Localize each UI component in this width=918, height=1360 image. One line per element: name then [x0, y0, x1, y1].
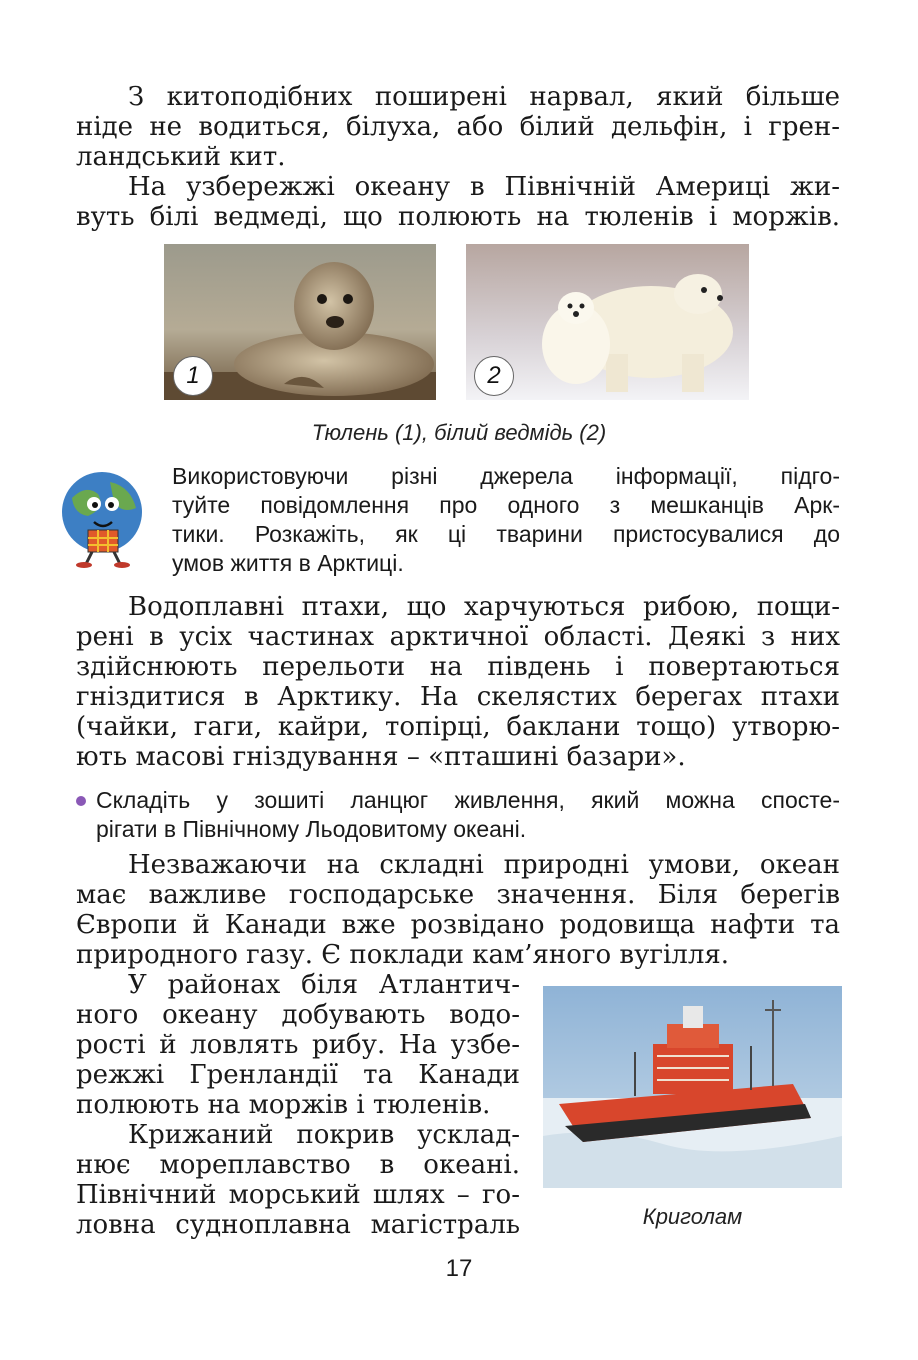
text-line: природного газу. Є поклади кам’яного вугілля.: [76, 940, 730, 970]
icebreaker-photo: [543, 986, 842, 1188]
text-line: З китоподібних поширені нарвал, який більше: [128, 82, 840, 112]
icebreaker-image: [543, 986, 842, 1188]
figure-caption: Тюлень (1), білий ведмідь (2): [311, 420, 607, 445]
paragraph-economy: [76, 850, 840, 970]
text-line: рені в усіх частинах арктичної області. Деякі з них: [76, 622, 840, 652]
text-line: Північний морський шлях – го-: [76, 1180, 520, 1210]
paragraph-birds: [76, 592, 840, 772]
text-line: туйте повідомлення про одного з мешканців Арк-: [172, 492, 840, 518]
photo-number-badge: 2: [474, 356, 514, 396]
polar-bear-photo: [466, 244, 749, 400]
paragraph-fishing: [76, 970, 520, 1120]
text-line: ного океану добувають водо-: [76, 1000, 520, 1030]
text-line: тики. Розкажіть, як ці тварини пристосувалися до: [172, 521, 840, 547]
text-line: ють масові гніздування – «пташині базари».: [76, 742, 686, 772]
seal-photo: [164, 244, 436, 400]
text-line: рості й ловлять рибу. На узбе-: [76, 1030, 520, 1060]
text-line: здійснюють перельоти на південь і повертаються: [76, 652, 840, 682]
task-text: [172, 462, 840, 578]
text-line: нює мореплавство в океані.: [76, 1150, 520, 1180]
text-line: Незважаючи на складні природні умови, океан: [128, 850, 840, 880]
text-line: (чайки, гаги, кайри, топірці, баклани тощо) утворю-: [76, 712, 840, 742]
figure-caption: Криголам: [642, 1204, 743, 1229]
text-line: Використовуючи різні джерела інформації, підго-: [172, 463, 840, 489]
text-line: ландський кит.: [76, 142, 286, 172]
text-line: гніздитися в Арктику. На скелястих берегах птахи: [76, 682, 840, 712]
text-line: ніде не водиться, білуха, або білий дельфін, і грен-: [76, 112, 840, 142]
paragraph-narwhal: [76, 82, 840, 172]
text-line: Складіть у зошиті ланцюг живлення, який можна спосте-: [96, 787, 840, 813]
bullet-task: [96, 786, 840, 844]
text-line: На узбережжі океану в Північній Америці жи-: [128, 172, 840, 202]
text-line: рігати в Північному Льодовитому океані.: [96, 816, 527, 842]
page-number: 17: [445, 1255, 473, 1282]
text-line: Крижаний покрив усклад-: [128, 1120, 520, 1150]
text-line: ловна судноплавна магістраль: [76, 1210, 520, 1240]
paragraph-navigation: [76, 1120, 520, 1240]
text-line: вуть білі ведмеді, що полюють на тюленів і моржів.: [76, 202, 840, 232]
text-line: полюють на моржів і тюленів.: [76, 1090, 491, 1120]
text-line: Європи й Канади вже розвідано родовища нафти та: [76, 910, 840, 940]
text-line: У районах біля Атлантич-: [128, 970, 520, 1000]
bullet-icon: [76, 796, 86, 806]
text-line: режжі Гренландії та Канади: [76, 1060, 520, 1090]
paragraph-polar-bears: [76, 172, 840, 232]
globe-mascot-icon: [58, 468, 148, 568]
text-line: має важливе господарське значення. Біля берегів: [76, 880, 840, 910]
text-line: Водоплавні птахи, що харчуються рибою, пощи-: [128, 592, 840, 622]
text-line: умов життя в Арктиці.: [172, 550, 404, 576]
photo-number-badge: 1: [173, 356, 213, 396]
